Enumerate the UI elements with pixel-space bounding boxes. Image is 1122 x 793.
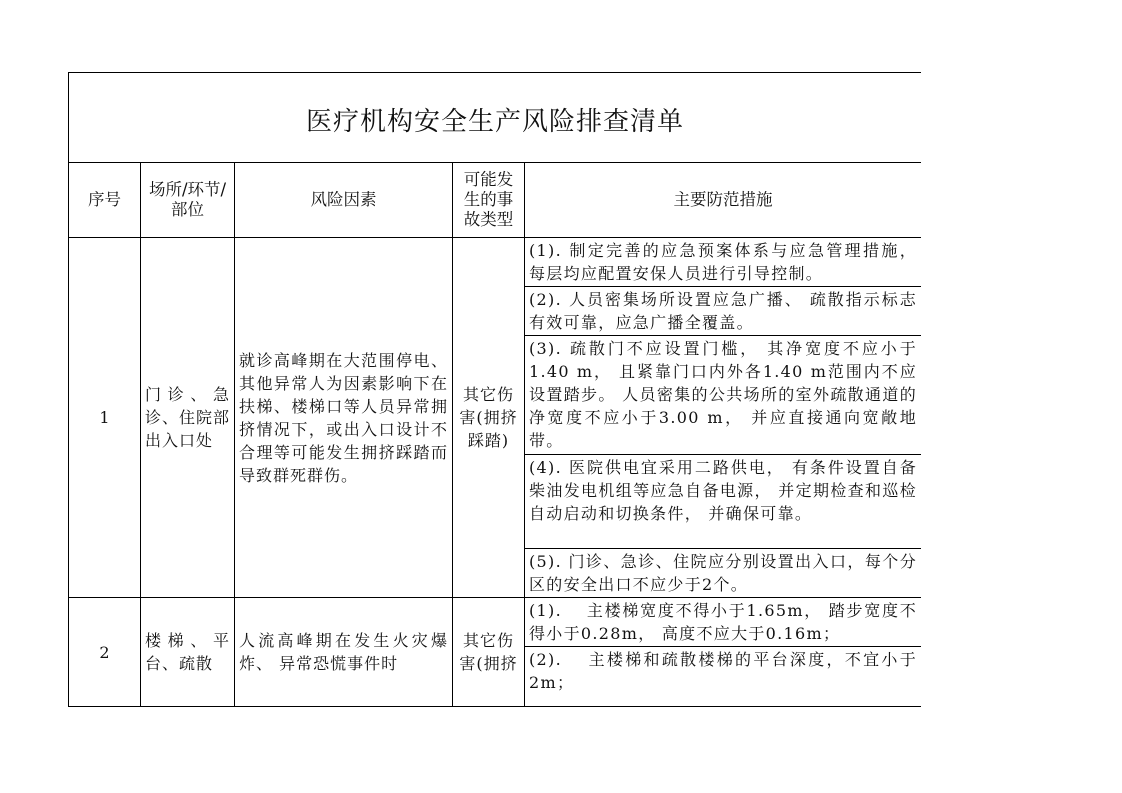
header-row: [69, 163, 922, 238]
measure-item: (3). 疏散门不应设置门槛， 其净宽度不应小于1.40 m， 且紧靠门口内外各1.40 m范围内不应设置踏步。 人员密集的公共场所的室外疏散通道的净宽度不应小于3.00 m， 并应直接通向宽敞地带。: [525, 336, 922, 455]
row-place: 楼梯、平台、疏散: [141, 598, 235, 707]
spreadsheet-page: [68, 72, 921, 709]
measure-item: (1). 制定完善的应急预案体系与应急管理措施， 每层均应配置安保人员进行引导控制。: [525, 238, 922, 287]
header-measures: 主要防范措施: [525, 163, 922, 238]
row-risk: 人流高峰期在发生火灾爆炸、 异常恐慌事件时: [235, 598, 453, 707]
row-seq: 2: [69, 598, 141, 707]
measure-item: (4). 医院供电宜采用二路供电， 有条件设置自备柴油发电机组等应急自备电源， 并定期检查和巡检自动启动和切换条件， 并确保可靠。: [525, 455, 922, 549]
row-seq: 1: [69, 238, 141, 598]
sheet-title: 医疗机构安全生产风险排查清单: [69, 73, 922, 163]
row-accident: 其它伤害(拥挤踩踏): [453, 238, 525, 598]
table-row: [69, 238, 922, 287]
row-risk: 就诊高峰期在大范围停电、 其他异常人为因素影响下在扶梯、楼梯口等人员异常拥挤情况下，或出入口设计不合理等可能发生拥挤踩踏而导致群死群伤。: [235, 238, 453, 598]
header-accident: 可能发生的事故类型: [453, 163, 525, 238]
measure-item: (1). 主楼梯宽度不得小于1.65m， 踏步宽度不得小于0.28m， 高度不应大于0.16m；: [525, 598, 922, 647]
table-row: [69, 598, 922, 647]
measure-item: (5). 门诊、急诊、住院应分别设置出入口，每个分区的安全出口不应少于2个。: [525, 549, 922, 598]
header-risk: 风险因素: [235, 163, 453, 238]
header-place: 场所/环节/部位: [141, 163, 235, 238]
row-accident: 其它伤害(拥挤: [453, 598, 525, 707]
risk-checklist-table: [68, 72, 921, 707]
row-place: 门诊、急诊、住院部出入口处: [141, 238, 235, 598]
measure-item: (2). 主楼梯和疏散楼梯的平台深度，不宜小于2m；: [525, 647, 922, 707]
measure-item: (2). 人员密集场所设置应急广播、 疏散指示标志有效可靠，应急广播全覆盖。: [525, 287, 922, 336]
header-seq: 序号: [69, 163, 141, 238]
